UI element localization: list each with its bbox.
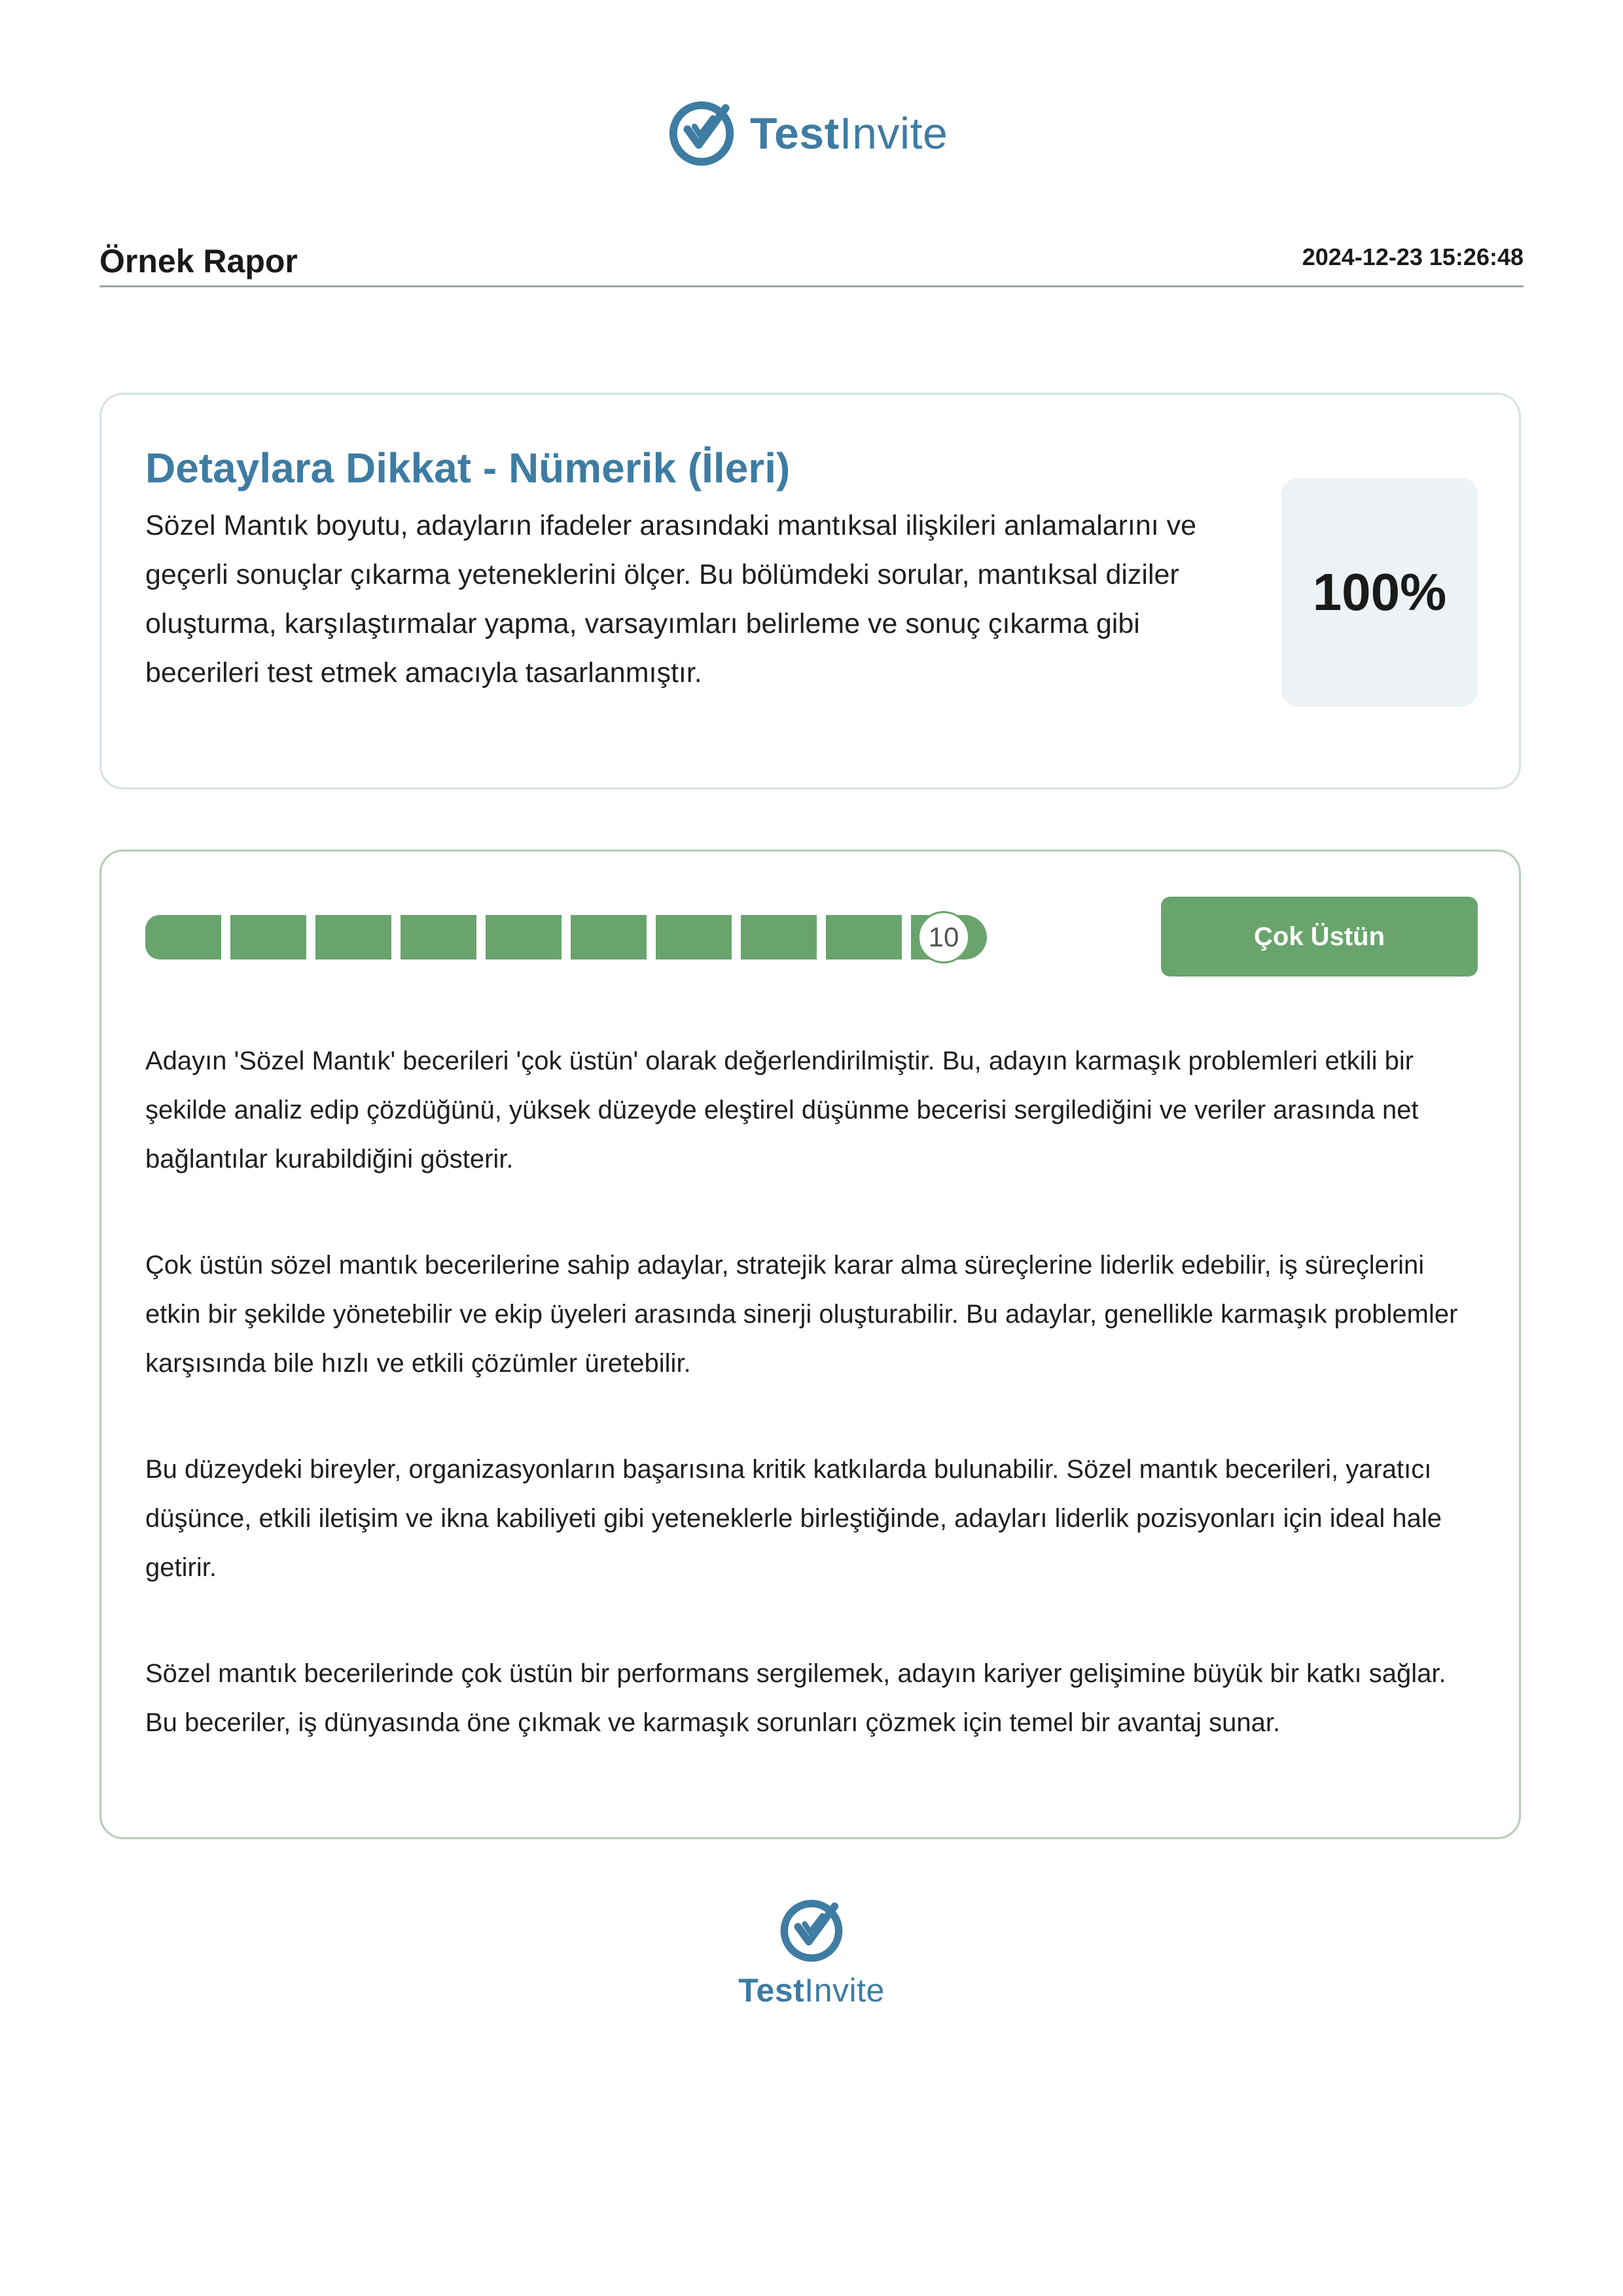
result-paragraph-3: Bu düzeydeki bireyler, organizasyonların başarısına kritik katkılarda bulunabilir. Sözel mantık becerileri, yaratıcı düşünce, etkili iletişim ve ikna kabiliyeti gibi yeteneklerle birleştiğinde, adayları liderlik pozisyonları için ideal hale getirir. — [145, 1455, 1442, 1582]
level-segment — [230, 915, 306, 960]
level-segment — [315, 915, 391, 960]
result-paragraph-2: Çok üstün sözel mantık becerilerine sahip adaylar, stratejik karar alma süreçlerine liderlik edebilir, iş süreçlerini etkin bir şekilde yönetebilir ve ekip üyeleri arasında sinerji oluşturabilir. Bu adaylar, genellikle karmaşık problemler karşısında bile hızlı ve etkili çözümler üretebilir. — [145, 1251, 1458, 1378]
level-segment — [486, 915, 562, 960]
section-description: Sözel Mantık boyutu, adayların ifadeler arasındaki mantıksal ilişkileri anlamalarını ve geçerli sonuçlar çıkarma yeteneklerini ölçer. Bu bölümdeki sorular, mantıksal diziler oluşturma, karşılaştırmalar yapma, varsayımları belirleme ve sonuç çıkarma gibi becerileri test etmek amacıyla tasarlanmıştır. — [145, 510, 1197, 689]
level-segment — [571, 915, 647, 960]
brand-wordmark: TestInvite — [750, 109, 948, 158]
level-segment — [145, 915, 221, 960]
check-circle-icon — [777, 1897, 846, 1965]
level-segment — [826, 915, 902, 960]
footer-logo — [733, 1897, 890, 2007]
score-box — [1281, 478, 1478, 707]
level-segment — [741, 915, 817, 960]
score-value: 100% — [1312, 563, 1447, 621]
result-paragraph-1: Adayın 'Sözel Mantık' becerileri 'çok üstün' olarak değerlendirilmiştir. Bu, adayın karmaşık problemleri etkili bir şekilde analiz edip çözdüğünü, yüksek düzeyde eleştirel düşünme becerisi sergilediğini ve veriler arasında net bağlantılar kurabildiğini gösterir. — [145, 1047, 1419, 1174]
check-circle-icon — [666, 98, 737, 169]
report-title: Örnek Rapor — [99, 243, 298, 279]
header-logo — [666, 97, 948, 170]
report-date: 2024-12-23 15:26:48 — [1302, 243, 1524, 270]
level-progress-bar — [145, 914, 988, 961]
level-badge-button[interactable]: Çok Üstün — [1161, 897, 1478, 977]
result-paragraph-4: Sözel mantık becerilerinde çok üstün bir performans sergilemek, adayın kariyer gelişimine büyük bir katkı sağlar. Bu beceriler, iş dünyasında öne çıkmak ve karmaşık sorunları çözmek için temel bir avantaj sunar. — [145, 1659, 1446, 1737]
level-indicator: 10 — [918, 911, 970, 963]
level-segment — [401, 915, 476, 960]
section-title: Detaylara Dikkat - Nümerik (İleri) — [145, 444, 791, 492]
footer-wordmark: TestInvite — [738, 1972, 885, 2009]
header-divider — [99, 285, 1524, 287]
level-segment — [656, 915, 732, 960]
level-segment — [911, 915, 987, 960]
